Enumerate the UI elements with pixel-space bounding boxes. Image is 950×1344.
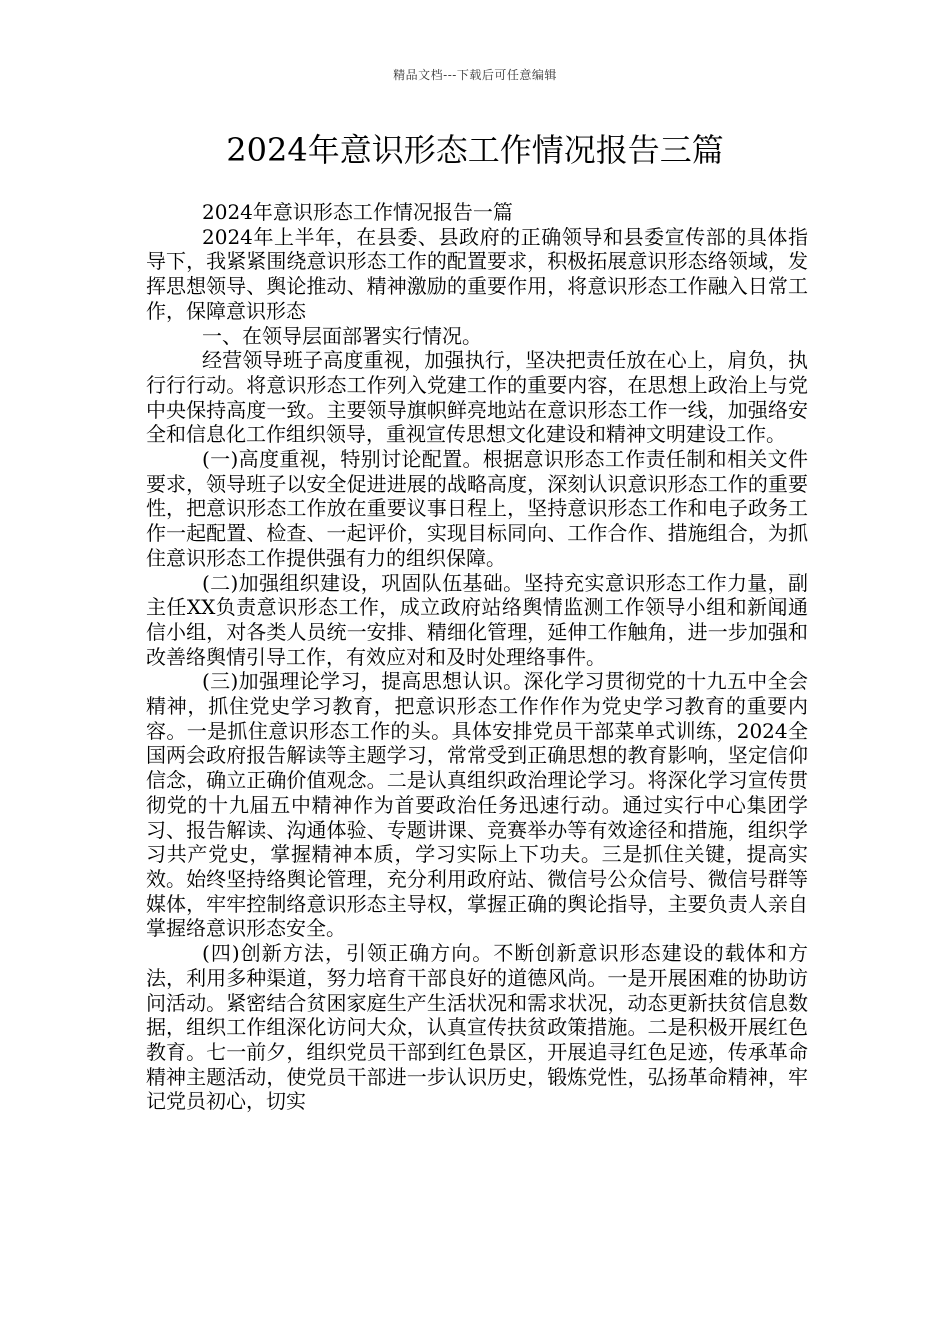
- paragraph-heading-1: 一、在领导层面部署实行情况。: [202, 323, 482, 348]
- section-subtitle: 2024年意识形态工作情况报告一篇: [202, 200, 513, 224]
- paragraph-item-4: (四)创新方法，引领正确方向。不断创新意识形态建设的载体和方法，利用多种渠道，努力培育干部良好的道德风尚。一是开展困难的协助访问活动。紧密结合贫困家庭生产生活状况和需求状况，动态更新扶贫信息数据，组织工作组深化访问大众，认真宣传扶贫政策措施。二是积极开展红色教育。七一前夕，组织党员干部到红色景区，开展追寻红色足迹，传承革命精神主题活动，使党员干部进一步认识历史，锻炼党性，弘扬革命精神，牢记党员初心，切实: [146, 941, 808, 1114]
- document-title: 2024年意识形态工作情况报告三篇: [226, 131, 724, 169]
- paragraph-intro: 2024年上半年，在县委、县政府的正确领导和县委宣传部的具体指导下，我紧紧围绕意识形态工作的配置要求，积极拓展意识形态络领域，发挥思想领导、舆论推动、精神激励的重要作用，将意识形态工作融入日常工作，保障意识形态: [146, 224, 808, 323]
- paragraph-item-3: (三)加强理论学习，提高思想认识。深化学习贯彻党的十九五中全会精神，抓住党史学习教育，把意识形态工作作作为党史学习教育的重要内容。一是抓住意识形态工作的头。具体安排党员干部菜单式训练，2024全国两会政府报告解读等主题学习，常常受到正确思想的教育影响，坚定信仰信念，确立正确价值观念。二是认真组织政治理论学习。将深化学习宣传贯彻党的十九届五中精神作为首要政治任务迅速行动。通过实行中心集团学习、报告解读、沟通体验、专题讲课、竞赛举办等有效途径和措施，组织学习共产党史，掌握精神本质，学习实际上下功夫。三是抓住关键，提高实效。始终坚持络舆论管理，充分利用政府站、微信号公众信号、微信号群等媒体，牢牢控制络意识形态主导权，掌握正确的舆论指导，主要负责人亲自掌握络意识形态安全。: [146, 669, 808, 941]
- paragraph-item-1: (一)高度重视，特别讨论配置。根据意识形态工作责任制和相关文件要求，领导班子以安全促进进展的战略高度，深刻认识意识形态工作的重要性，把意识形态工作放在重要议事日程上，坚持意识形态工作和电子政务工作一起配置、检查、一起评价，实现目标同向、工作合作、措施组合，为抓住意识形态工作提供强有力的组织保障。: [146, 447, 808, 570]
- header-note: 精品文档---下载后可任意编辑: [393, 68, 557, 82]
- paragraph-item-2: (二)加强组织建设，巩固队伍基础。坚持充实意识形态工作力量，副主任XX负责意识形态工作，成立政府站络舆情监测工作领导小组和新闻通信小组，对各类人员统一安排、精细化管理，延伸工作触角，进一步加强和改善络舆情引导工作，有效应对和及时处理络事件。: [146, 570, 808, 669]
- paragraph-leadership: 经营领导班子高度重视，加强执行，坚决把责任放在心上，肩负，执行行行动。将意识形态工作列入党建工作的重要内容，在思想上政治上与党中央保持高度一致。主要领导旗帜鲜亮地站在意识形态工作一线，加强络安全和信息化工作组织领导，重视宣传思想文化建设和精神文明建设工作。: [146, 348, 808, 447]
- document-body: [146, 200, 808, 1114]
